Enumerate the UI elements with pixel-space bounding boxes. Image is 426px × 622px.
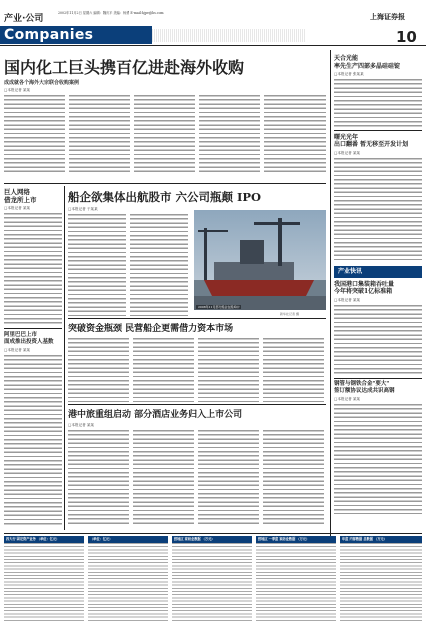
- story3-column: [198, 430, 259, 526]
- section-tag-bar: [0, 26, 152, 44]
- table-title: 年度 内部数据 总数据 （万元）: [340, 536, 422, 543]
- lead-story: [4, 52, 326, 180]
- section-rule: [4, 183, 326, 184]
- left-story2-body: [4, 355, 62, 525]
- story2-column: [198, 338, 259, 402]
- right-story1-byline: □本报记者 张某某: [334, 72, 364, 76]
- left-column: [4, 186, 62, 530]
- right-story4-title: 钢管与钢铁合金"要大" 签订额协议达成共识高钢: [334, 381, 395, 395]
- lead-body: [4, 95, 326, 175]
- lead-column: [264, 95, 326, 175]
- lead-byline: □本报记者 某某: [4, 88, 31, 92]
- table-title: （单位：亿元）: [88, 536, 168, 543]
- right-column: [334, 52, 422, 612]
- divider: [68, 318, 326, 319]
- masthead: [0, 4, 426, 46]
- brand-name: 上海证券报: [370, 12, 405, 21]
- lead-column: [134, 95, 195, 175]
- story2-body: [68, 338, 326, 402]
- divider: [68, 404, 326, 405]
- left-story2-title: 阿里巴巴上市 面成推出投资人基数: [4, 331, 54, 345]
- box-label-row: [334, 266, 422, 278]
- lead-headline: 国内化工巨头携百亿进赴海外收购: [4, 58, 245, 77]
- box-label: 产业快讯: [334, 266, 422, 278]
- right-story4-body: [334, 404, 422, 514]
- divider: [334, 378, 422, 379]
- right-story2-byline: □本报记者 某某: [334, 150, 361, 155]
- table-rows: [4, 543, 84, 621]
- center-byline: □本报记者 于某某: [68, 207, 98, 211]
- center-story3: [68, 406, 326, 530]
- data-table: [4, 536, 84, 621]
- lead-subhead: 成成就各个海外大宗联合收购案例: [4, 80, 80, 86]
- story2-column: [68, 338, 129, 402]
- data-table: [172, 536, 252, 621]
- story2-headline: 突破资金瓶颈 民营船企更需借力资本市场: [68, 324, 234, 334]
- table-rows: [256, 543, 336, 621]
- photo-credit: 新华社记者 摄: [280, 312, 299, 316]
- table-title: 四大行 固定资产业务 （单位：亿元）: [4, 536, 84, 543]
- page-number: 10: [396, 28, 417, 46]
- right-story3-byline: □本报记者 某某: [334, 297, 361, 302]
- story3-body: [68, 430, 326, 526]
- story3-column: [263, 430, 324, 526]
- center-column: [130, 214, 188, 316]
- left-story1-title: 巨人网络 借龙所上市: [4, 188, 37, 204]
- section-rule: [4, 533, 422, 534]
- story3-headline: 港中旅重组启动 部分酒店业务归入上市公司: [68, 410, 243, 420]
- data-table: [340, 536, 422, 621]
- story3-column: [68, 430, 129, 526]
- divider: [4, 328, 62, 329]
- right-story3-body: [334, 305, 422, 375]
- right-story3-title: 我国港口集装箱吞吐量 今年将突破1亿标准箱: [334, 280, 395, 296]
- table-rows: [172, 543, 252, 621]
- story2-column: [263, 338, 324, 402]
- center-story2: [68, 320, 326, 402]
- ship-photo: [194, 210, 326, 310]
- data-table: [256, 536, 336, 621]
- story3-column: [133, 430, 194, 526]
- center-headline: 船企欲集体出航股市 六公司瓶颠 IPO: [68, 190, 262, 204]
- lead-column: [69, 95, 130, 175]
- section-tag: Companies: [4, 27, 94, 43]
- column-rule: [64, 186, 65, 530]
- left-story1-body: [4, 213, 62, 325]
- photo-caption: 2008年11月部分船企在船坞中: [198, 305, 240, 309]
- table-rows: [340, 543, 422, 621]
- data-table: [88, 536, 168, 621]
- lead-column: [4, 95, 65, 175]
- story2-column: [133, 338, 194, 402]
- center-column: [68, 214, 126, 316]
- right-story2-title: 曙光光年 出口翻番 暂无移至开发计划: [334, 133, 409, 149]
- lead-column: [199, 95, 260, 175]
- left-story1-byline: □本报记者 某某: [4, 206, 31, 210]
- table-title: 按地区 一季度 家纺业数据 （万元）: [256, 536, 336, 543]
- right-story4-byline: □本报记者 某某: [334, 397, 361, 402]
- column-rule: [330, 50, 331, 610]
- table-rows: [88, 543, 168, 621]
- table-title: 按地区 家纺业数据 （万元）: [172, 536, 252, 543]
- ship-photo-image: [194, 210, 326, 310]
- right-story2-body: [334, 158, 422, 262]
- right-story1-body: [334, 79, 422, 127]
- right-story1-title: 天合光能 率先生产四部多晶硅硅锭: [334, 55, 401, 70]
- divider: [334, 130, 422, 131]
- section-title: 产业·公司: [4, 14, 44, 24]
- date-line: 2002年11月2日 星期六 编辑：魏庆平 美编：杨勇 E-mail:hjpe@hs.com: [58, 11, 164, 15]
- story3-byline: □本报记者 某某: [68, 423, 95, 427]
- left-story2-byline: □本报记者 某某: [4, 347, 31, 352]
